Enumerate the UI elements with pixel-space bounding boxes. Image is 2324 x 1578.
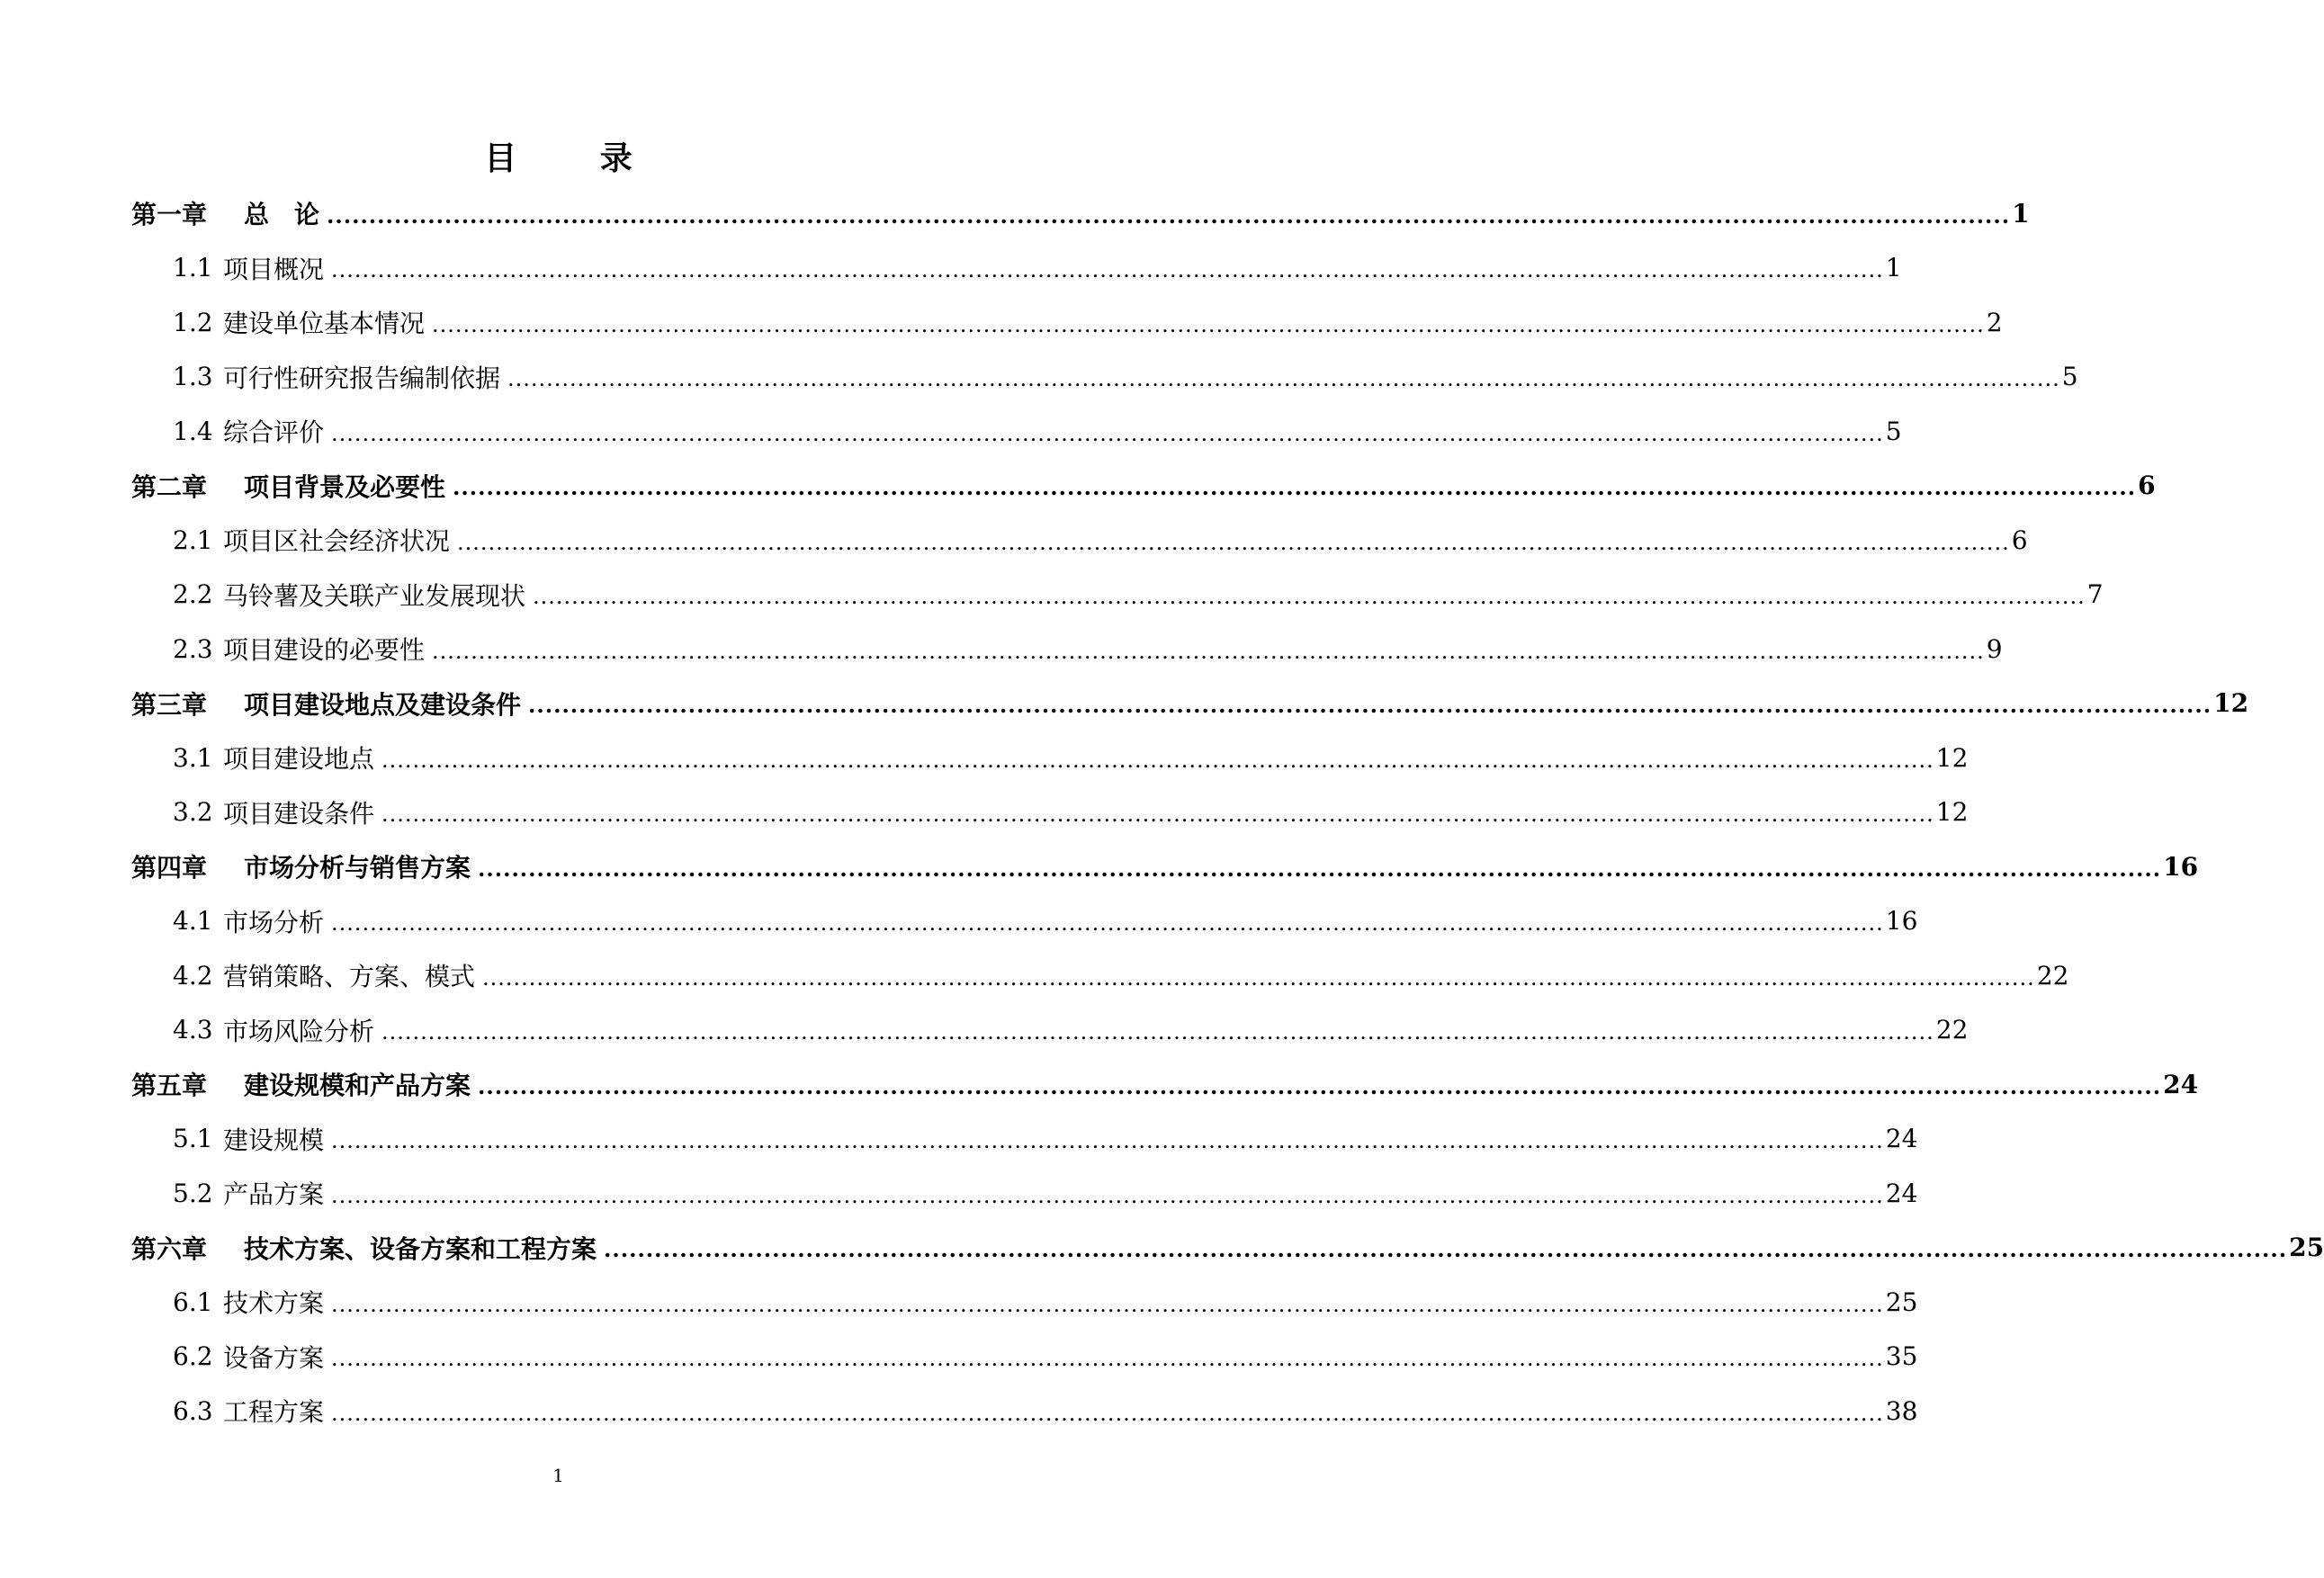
toc-entry-title: 市场风险分析 [223, 1016, 375, 1046]
toc-entry-number: 第四章 [131, 853, 208, 883]
table-of-contents [131, 186, 2324, 1439]
toc-dot-leader: ........................................................................................................................................................................................................ [331, 910, 1884, 936]
toc-entry-title: 建设规模和产品方案 [244, 1071, 471, 1101]
toc-entry-page: 16 [2163, 851, 2199, 882]
toc-entry-page: 5 [1885, 416, 1902, 446]
toc-entry-page: 12 [2213, 688, 2249, 719]
toc-section-entry[interactable] [131, 731, 1969, 785]
toc-entry-number: 4.2 [173, 960, 213, 991]
toc-dot-leader: ........................................................................................................................................................................................................ [432, 311, 1985, 337]
toc-chapter-entry[interactable] [131, 1221, 2324, 1276]
toc-entry-page: 12 [1935, 797, 1969, 828]
toc-section-entry[interactable] [131, 622, 2003, 677]
toc-section-entry[interactable] [131, 404, 1902, 459]
toc-entry-number: 3.1 [173, 742, 213, 773]
toc-entry-page: 22 [1935, 1015, 1969, 1045]
toc-dot-leader: ........................................................................................................................................................................................................ [453, 474, 2137, 500]
toc-entry-page: 16 [1885, 906, 1918, 937]
toc-dot-leader: ........................................................................................................................................................................................................ [604, 1236, 2288, 1262]
toc-entry-page: 12 [1935, 742, 1969, 773]
toc-section-entry[interactable] [131, 295, 2003, 350]
toc-entry-title: 项目建设地点 [223, 744, 375, 775]
toc-chapter-entry[interactable] [131, 459, 2156, 514]
toc-entry-page: 25 [1885, 1287, 1918, 1317]
toc-dot-leader: ........................................................................................................................................................................................................ [381, 802, 1934, 827]
toc-entry-number: 2.1 [173, 525, 213, 555]
toc-dot-leader: ........................................................................................................................................................................................................ [507, 366, 2060, 391]
toc-entry-title: 项目建设地点及建设条件 [244, 689, 522, 720]
toc-entry-page: 7 [2086, 579, 2104, 610]
toc-entry-number: 6.1 [173, 1287, 213, 1317]
toc-section-entry[interactable] [131, 894, 1918, 949]
toc-chapter-entry[interactable] [131, 186, 2030, 241]
toc-entry-page: 5 [2061, 362, 2078, 392]
toc-entry-title: 项目建设条件 [223, 798, 375, 829]
toc-entry-number: 第五章 [131, 1071, 208, 1101]
toc-entry-number: 第六章 [131, 1233, 208, 1264]
toc-entry-page: 22 [2036, 960, 2069, 991]
toc-section-entry[interactable] [131, 1003, 1969, 1058]
toc-dot-leader: ........................................................................................................................................................................................................ [331, 1400, 1884, 1426]
toc-entry-title: 产品方案 [223, 1179, 325, 1210]
toc-dot-leader: ........................................................................................................................................................................................................ [331, 1346, 1884, 1371]
toc-section-entry[interactable] [131, 1330, 1918, 1385]
toc-entry-page: 1 [2012, 198, 2030, 229]
toc-dot-leader: ........................................................................................................................................................................................................ [331, 1291, 1884, 1317]
toc-dot-leader: ........................................................................................................................................................................................................ [432, 638, 1985, 664]
toc-entry-title: 技术方案 [223, 1288, 325, 1319]
toc-entry-title: 营销策略、方案、模式 [223, 962, 476, 992]
toc-entry-title: 综合评价 [223, 417, 325, 448]
toc-entry-title: 项目概况 [223, 254, 325, 284]
toc-entry-page: 1 [1885, 253, 1902, 283]
toc-entry-number: 6.3 [173, 1395, 213, 1426]
toc-entry-page: 24 [1885, 1124, 1918, 1154]
toc-entry-number: 4.3 [173, 1015, 213, 1045]
toc-entry-page: 9 [1986, 633, 2003, 664]
toc-entry-page: 24 [1885, 1178, 1918, 1208]
toc-entry-number: 1.4 [173, 416, 213, 446]
toc-dot-leader: ........................................................................................................................................................................................................ [478, 1072, 2162, 1099]
toc-entry-page: 24 [2163, 1069, 2199, 1099]
toc-section-entry[interactable] [131, 948, 2069, 1003]
toc-entry-title: 项目区社会经济状况 [223, 526, 451, 557]
toc-section-entry[interactable] [131, 1384, 1918, 1439]
toc-section-entry[interactable] [131, 513, 2028, 568]
toc-entry-page: 25 [2289, 1233, 2324, 1263]
toc-entry-title: 市场分析与销售方案 [244, 853, 471, 883]
toc-chapter-entry[interactable] [131, 839, 2199, 894]
toc-entry-number: 2.3 [173, 633, 213, 664]
toc-entry-number: 6.2 [173, 1341, 213, 1372]
toc-dot-leader: ........................................................................................................................................................................................................ [331, 1182, 1884, 1208]
toc-chapter-entry[interactable] [131, 677, 2249, 731]
toc-entry-page: 35 [1885, 1341, 1918, 1372]
toc-section-entry[interactable] [131, 785, 1969, 840]
toc-section-entry[interactable] [131, 1166, 1918, 1221]
toc-entry-page: 2 [1986, 307, 2003, 337]
toc-entry-number: 1.1 [173, 253, 213, 283]
toc-entry-number: 4.1 [173, 906, 213, 937]
toc-entry-title: 项目建设的必要性 [223, 635, 426, 666]
toc-dot-leader: ........................................................................................................................................................................................................ [478, 855, 2162, 882]
toc-dot-leader: ........................................................................................................................................................................................................ [528, 692, 2212, 718]
toc-entry-page: 6 [2011, 525, 2028, 555]
toc-dot-leader: ........................................................................................................................................................................................................ [331, 257, 1884, 282]
toc-entry-number: 5.2 [173, 1178, 213, 1208]
toc-entry-page: 6 [2138, 471, 2156, 501]
toc-dot-leader: ........................................................................................................................................................................................................ [327, 202, 2011, 229]
toc-entry-title: 技术方案、设备方案和工程方案 [244, 1233, 597, 1264]
toc-entry-title: 建设规模 [223, 1125, 325, 1155]
toc-entry-title: 市场分析 [223, 907, 325, 937]
toc-dot-leader: ........................................................................................................................................................................................................ [482, 964, 2035, 991]
toc-entry-number: 5.1 [173, 1124, 213, 1154]
toc-section-entry[interactable] [131, 1275, 1918, 1330]
toc-entry-title: 总 论 [244, 200, 320, 230]
toc-entry-number: 第三章 [131, 689, 208, 720]
toc-entry-number: 1.2 [173, 307, 213, 337]
toc-chapter-entry[interactable] [131, 1057, 2199, 1112]
toc-entry-title: 建设单位基本情况 [223, 309, 426, 339]
toc-dot-leader: ........................................................................................................................................................................................................ [381, 747, 1934, 773]
toc-section-entry[interactable] [131, 241, 1902, 296]
toc-entry-number: 第二章 [131, 471, 208, 502]
toc-entry-title: 项目背景及必要性 [244, 471, 446, 502]
toc-entry-title: 工程方案 [223, 1397, 325, 1428]
toc-dot-leader: ........................................................................................................................................................................................................ [331, 420, 1884, 446]
toc-entry-number: 1.3 [173, 362, 213, 392]
toc-entry-number: 3.2 [173, 797, 213, 828]
toc-entry-number: 2.2 [173, 579, 213, 610]
toc-dot-leader: ........................................................................................................................................................................................................ [457, 529, 2010, 555]
toc-section-entry[interactable] [131, 568, 2104, 623]
toc-section-entry[interactable] [131, 1112, 1918, 1167]
toc-section-entry[interactable] [131, 350, 2078, 405]
toc-dot-leader: ........................................................................................................................................................................................................ [533, 584, 2086, 609]
toc-entry-page: 38 [1885, 1395, 1918, 1426]
toc-dot-leader: ........................................................................................................................................................................................................ [331, 1128, 1884, 1153]
page-title: 目 录 [484, 139, 668, 177]
toc-dot-leader: ........................................................................................................................................................................................................ [381, 1019, 1934, 1045]
toc-entry-title: 设备方案 [223, 1342, 325, 1373]
toc-entry-number: 第一章 [131, 200, 208, 230]
page-number: 1 [552, 1465, 564, 1486]
toc-entry-title: 可行性研究报告编制依据 [223, 363, 501, 393]
toc-entry-title: 马铃薯及关联产业发展现状 [223, 580, 526, 611]
